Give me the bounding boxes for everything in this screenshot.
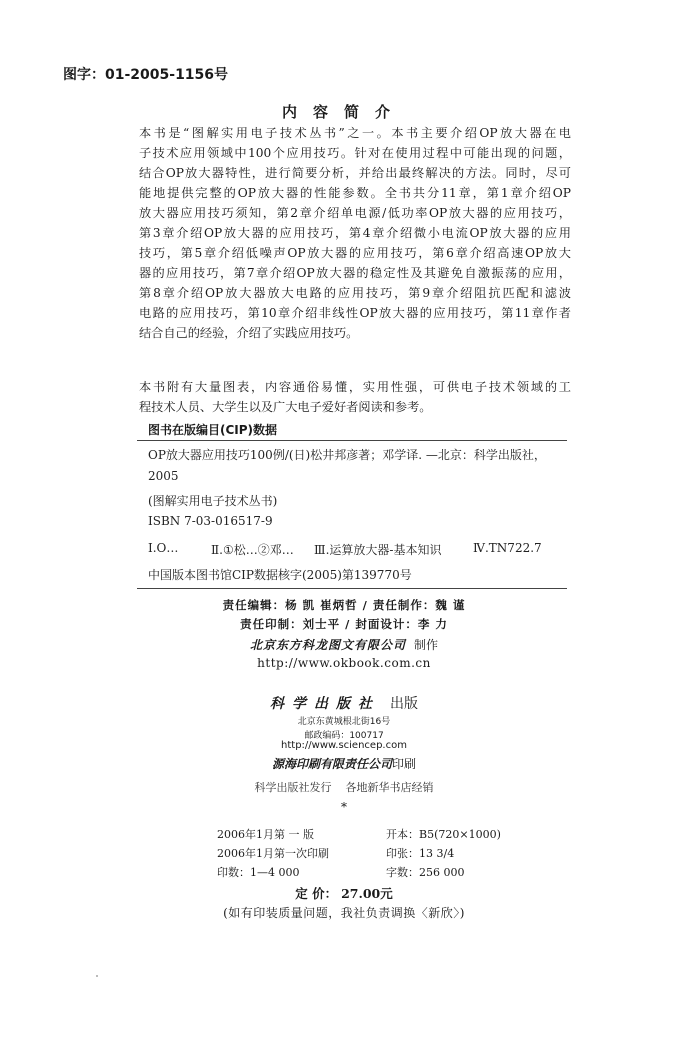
sheets-info: 印张：13 3/4 <box>386 847 455 860</box>
cip-book-line: OP放大器应用技巧100例/(日)松井邦彦著；邓学译. —北京：科学出版社， <box>148 448 546 462</box>
class-part: Ⅰ.O… <box>148 541 179 555</box>
print-run-info: 印数：1—4 000 <box>217 866 300 879</box>
intro-line: 放大器应用技巧须知，第2章介绍单电源/低功率OP放大器的应用技巧， <box>139 206 571 220</box>
intro-line: 结合自己的经验，介绍了实践应用技巧。 <box>139 326 359 340</box>
retailer: 各地新华书店经销 <box>345 781 434 794</box>
intro-line: 器的应用技巧，第7章介绍OP放大器的稳定性及其避免自激振荡的应用， <box>139 266 571 280</box>
class-part: Ⅱ.①松…②邓… <box>211 543 294 557</box>
price-value: 27.00元 <box>341 886 393 901</box>
producer-action: 制作 <box>414 638 439 652</box>
intro-paragraph-1 <box>139 123 571 343</box>
word-count-info: 字数：256 000 <box>386 866 465 879</box>
responsible-editors: 责任编辑：杨 凯 崔炳哲 / 责任制作：魏 谨 <box>222 598 466 612</box>
cip-isbn: ISBN 7-03-016517-9 <box>148 514 273 528</box>
distribution-line <box>0 779 688 795</box>
intro-line: 第3章介绍OP放大器的应用技巧，第4章介绍微小电流OP放大器的应用 <box>139 226 571 240</box>
class-part: Ⅲ.运算放大器-基本知识 <box>314 543 442 557</box>
edition-info: 2006年1月第 一 版 <box>217 828 314 841</box>
permit-number: 图字：01-2005-1156号 <box>63 67 229 83</box>
cip-year: 2005 <box>148 469 179 483</box>
price-line <box>0 884 688 902</box>
responsible-printing-cover: 责任印制：刘士平 / 封面设计：李 力 <box>240 617 448 631</box>
distributor: 科学出版社发行 <box>254 781 332 794</box>
intro-line: 能地提供完整的OP放大器的性能参数。全书共分11章，第1章介绍OP <box>139 186 571 200</box>
cip-series: (图解实用电子技术丛书) <box>148 494 278 508</box>
intro-line: 本书是“图解实用电子技术丛书”之一。本书主要介绍OP放大器在电 <box>139 126 571 140</box>
publisher-address: 北京东黄城根北街16号 <box>297 717 391 727</box>
printing-info: 2006年1月第一次印刷 <box>217 847 329 860</box>
intro-line: 技巧，第5章介绍低噪声OP放大器的应用技巧，第6章介绍高速OP放大 <box>139 246 571 260</box>
intro-line: 电路的应用技巧，第10章介绍非线性OP放大器的应用技巧，第11章作者 <box>139 306 571 320</box>
separator-star: * <box>341 800 347 814</box>
cip-record-number: 中国版本图书馆CIP数据核字(2005)第139770号 <box>148 568 412 582</box>
producer-url: http://www.okbook.com.cn <box>257 656 431 670</box>
intro-line: 第8章介绍OP放大器放大电路的应用技巧，第9章介绍阻抗匹配和滤波 <box>139 286 571 300</box>
intro-line: 子技术应用领域中100个应用技巧。针对在使用过程中可能出现的问题， <box>139 146 571 160</box>
intro-title: 内容简介 <box>281 103 406 121</box>
publisher-name: 科学出版社 <box>270 696 380 712</box>
publisher-action: 出版 <box>390 696 418 712</box>
printer-action: 印刷 <box>392 757 417 771</box>
intro-line: 本书附有大量图表，内容通俗易懂，实用性强，可供电子技术领域的工 <box>139 380 571 394</box>
cip-top-rule <box>137 440 567 441</box>
cip-title: 图书在版编目(CIP)数据 <box>148 423 278 437</box>
class-part: Ⅳ.TN722.7 <box>473 541 542 555</box>
cip-bottom-rule <box>137 588 567 589</box>
scan-speck <box>96 975 98 977</box>
format-info: 开本：B5(720×1000) <box>386 828 501 841</box>
intro-line: 结合OP放大器特性，进行简要分析，并给出最终解决的方法。同时，尽可 <box>139 166 571 180</box>
intro-paragraph-2 <box>139 377 571 417</box>
publisher-zip: 邮政编码：100717 <box>304 731 384 741</box>
price-label: 定 价： <box>295 886 338 901</box>
printer-name: 源海印刷有限责任公司 <box>271 757 392 771</box>
producer-line <box>0 636 688 653</box>
publisher-line <box>0 693 688 713</box>
publisher-url: http://www.sciencep.com <box>281 740 407 751</box>
quality-note: (如有印装质量问题，我社负责调换〈新欣〉) <box>223 906 465 920</box>
printer-line <box>0 755 688 772</box>
producer-name: 北京东方科龙图文有限公司 <box>249 638 406 652</box>
intro-line: 程技术人员、大学生以及广大电子爱好者阅读和参考。 <box>139 400 432 414</box>
